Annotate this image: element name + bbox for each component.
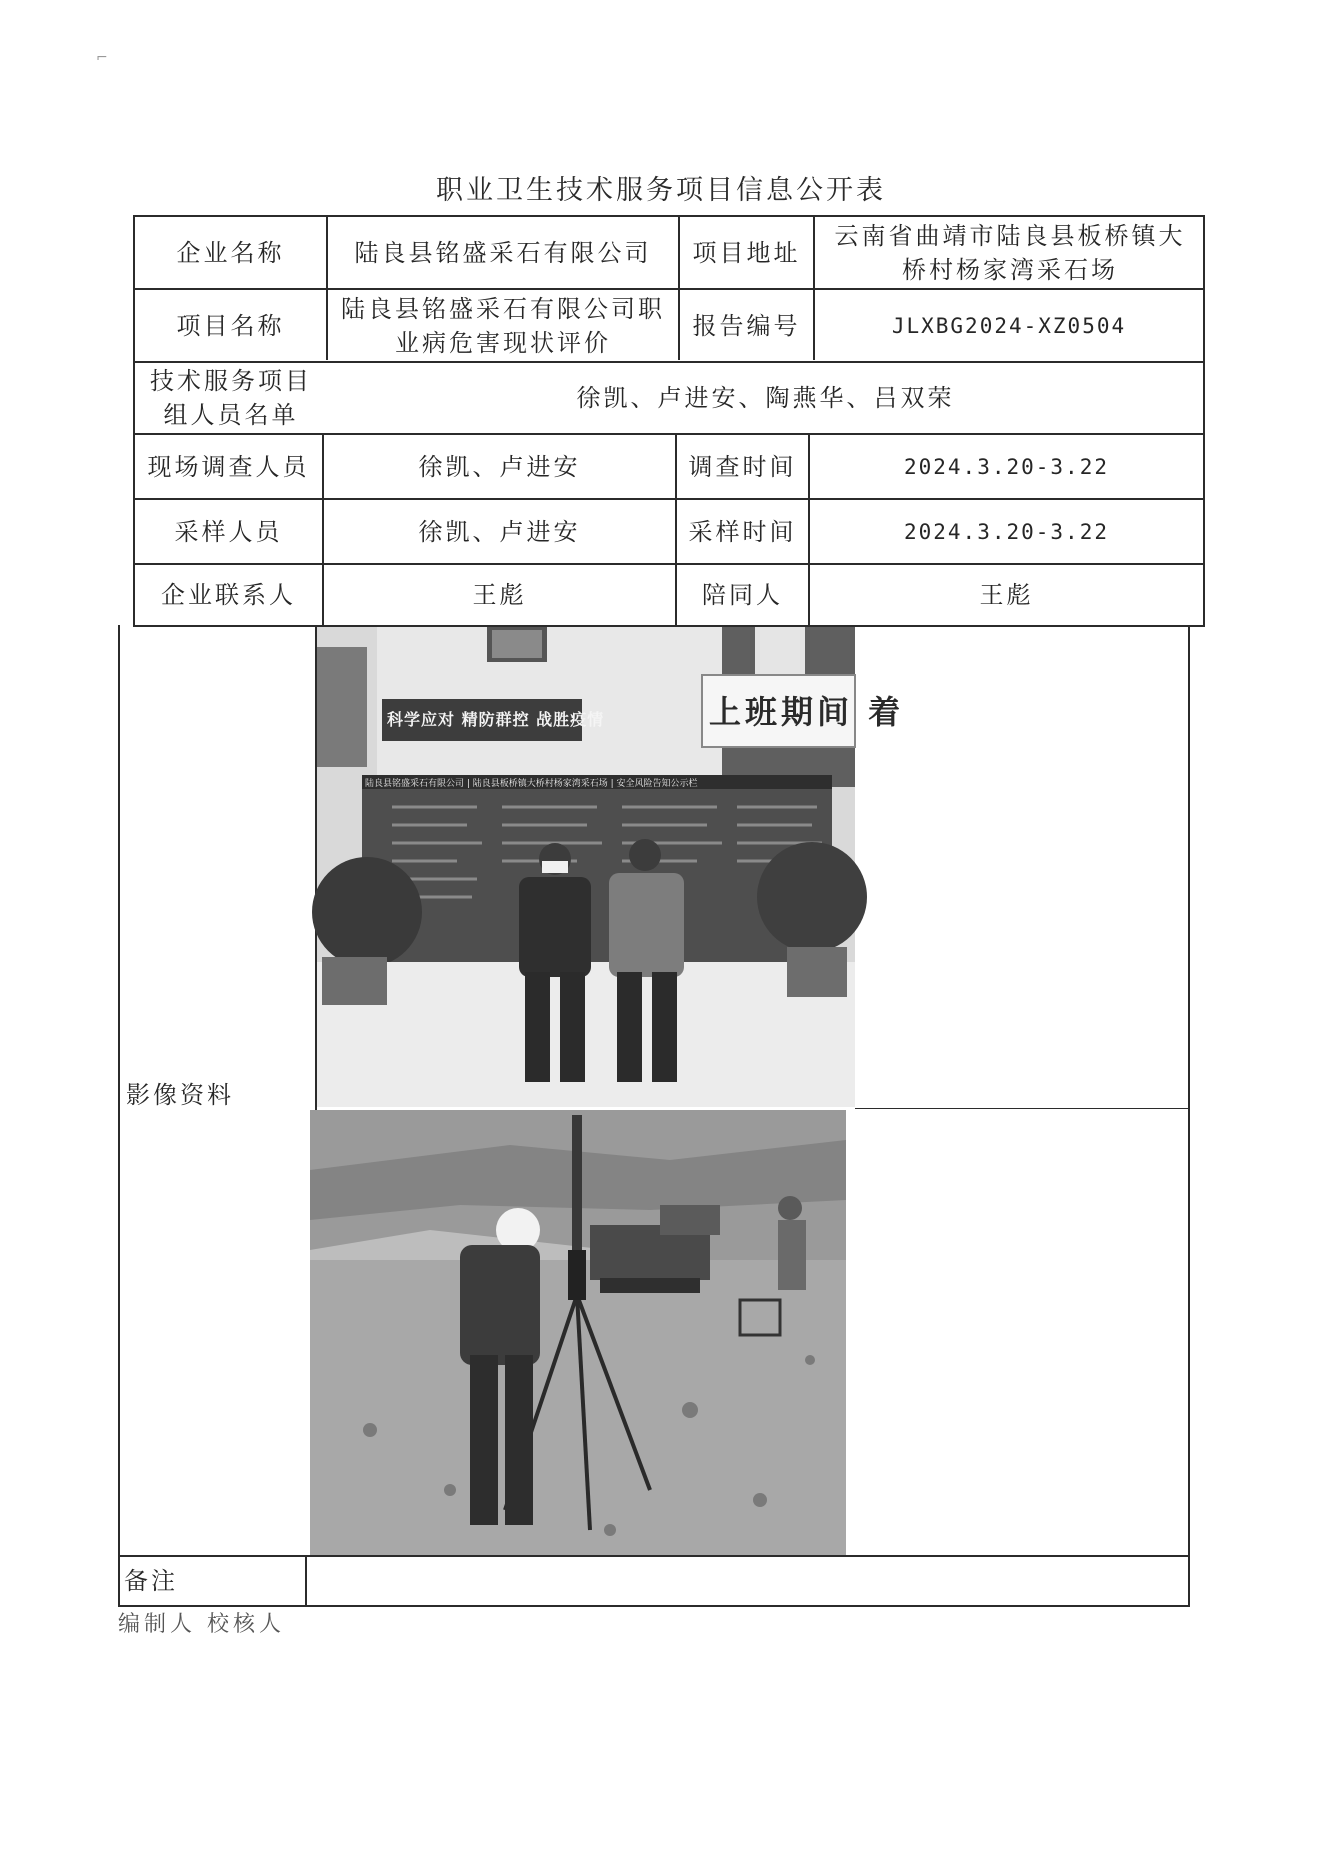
table-border-right — [1188, 625, 1190, 1607]
images-label: 影像资料 — [126, 1081, 234, 1109]
site-photo-entrance — [317, 627, 905, 1107]
company-contact-value: 王彪 — [472, 581, 527, 609]
samplers-label: 采样人员 — [174, 517, 283, 546]
project-name-value: 陆良县铭盛采石有限公司职业病危害现状评价 — [341, 294, 665, 357]
photo-board-heading: 陆良县铭盛采石有限公司 | 陆良县板桥镇大桥村杨家湾采石场 | 安全风险告知公示栏 — [365, 779, 698, 789]
sampling-time-label: 采样时间 — [688, 517, 797, 546]
company-name-label: 企业名称 — [176, 238, 285, 267]
photo-banner-left: 科学应对 精防群控 战胜疫情 — [387, 710, 605, 729]
report-number-value: JLXBG2024-XZ0504 — [891, 313, 1127, 338]
investigation-time-label: 调查时间 — [688, 452, 797, 481]
site-investigators-value: 徐凯、卢进安 — [418, 452, 581, 481]
table-border-bottom — [118, 1605, 1190, 1607]
report-number-label: 报告编号 — [692, 311, 801, 340]
project-address-label: 项目地址 — [692, 238, 801, 267]
photo-banner-right: 上班期间 着 — [709, 693, 905, 731]
team-members-value: 徐凯、卢进安、陶燕华、吕双荣 — [576, 384, 955, 412]
table-column-rule — [305, 1555, 307, 1605]
remarks-label: 备注 — [124, 1567, 178, 1595]
samplers-value: 徐凯、卢进安 — [418, 517, 581, 546]
site-photo-sampling — [310, 1110, 846, 1555]
document-title: 职业卫生技术服务项目信息公开表 — [436, 175, 886, 206]
sampling-time-value: 2024.3.20-3.22 — [903, 519, 1109, 544]
table-rule — [855, 1108, 1190, 1109]
team-members-label: 技术服务项目组人员名单 — [150, 367, 312, 429]
accompanying-person-value: 王彪 — [979, 581, 1034, 609]
table-border-right — [1203, 215, 1205, 625]
company-name-value: 陆良县铭盛采石有限公司 — [354, 238, 652, 267]
company-contact-label: 企业联系人 — [161, 581, 296, 609]
table-border-left — [118, 625, 120, 1607]
cutoff-signature-line: 编制人 校核人 — [118, 1612, 285, 1637]
site-investigators-label: 现场调查人员 — [147, 452, 310, 481]
scan-artifact: ⌐ — [96, 50, 108, 66]
project-address-value: 云南省曲靖市陆良县板桥镇大桥村杨家湾采石场 — [834, 221, 1186, 284]
project-name-label: 项目名称 — [176, 311, 285, 340]
remarks-value — [310, 1557, 1186, 1605]
investigation-time-value: 2024.3.20-3.22 — [903, 454, 1109, 479]
accompanying-person-label: 陪同人 — [702, 581, 783, 609]
